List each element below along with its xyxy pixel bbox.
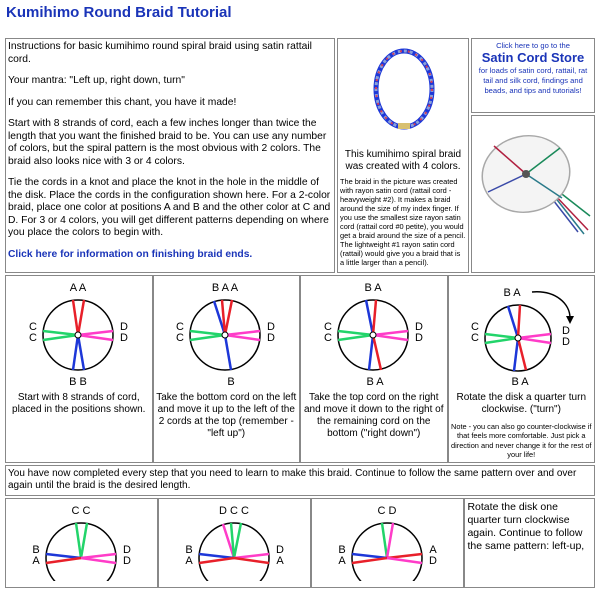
intro-cell bbox=[5, 38, 335, 273]
braid-caption: This kumihimo spiral braid was created with 4 colors. bbox=[344, 149, 462, 172]
svg-text:D: D bbox=[562, 325, 571, 337]
disk-diagram-1 bbox=[24, 278, 134, 388]
braid-size-note: The braid in the picture was created with rayon satin cord (rattail cord - heavyweight #2). It makes a braid around the size of my index finger. If you use the smallest size rayon satin cord (rattail cord #0 petite), you would get a braid around the size of a pencil. The lightweight #1 rayon satin cord (rattail) would give you a braid that is a little larger than a pencil). bbox=[340, 177, 466, 267]
svg-text:C: C bbox=[323, 332, 332, 344]
store-link-small[interactable]: Click here to go to the bbox=[496, 41, 570, 50]
svg-text:D: D bbox=[122, 554, 131, 567]
svg-text:A: A bbox=[338, 554, 346, 567]
svg-text:B A: B A bbox=[511, 376, 529, 388]
step-4-text: Rotate the disk a quarter turn clockwise. ("turn") bbox=[456, 392, 587, 415]
store-title-link[interactable]: Satin Cord Store bbox=[481, 50, 585, 65]
intro-text-3: If you can remember this chant, you have it made! bbox=[8, 96, 237, 108]
disk-diagram-5 bbox=[27, 501, 137, 581]
rotate-again-cell bbox=[464, 498, 595, 588]
svg-text:A: A bbox=[185, 554, 193, 567]
svg-text:C: C bbox=[471, 321, 480, 333]
step-7-cell bbox=[311, 498, 464, 588]
step-5-cell bbox=[5, 498, 158, 588]
svg-text:B: B bbox=[338, 543, 346, 556]
svg-text:D: D bbox=[119, 332, 128, 344]
svg-text:C D: C D bbox=[377, 504, 397, 517]
svg-text:B: B bbox=[185, 543, 193, 556]
page-title: Kumihimo Round Braid Tutorial bbox=[6, 4, 232, 21]
svg-text:A: A bbox=[429, 543, 437, 556]
svg-text:B: B bbox=[227, 376, 235, 388]
rotate-again-text: Rotate the disk one quarter turn clockwise again. Continue to follow the same pattern: left-up, bbox=[467, 500, 585, 552]
svg-text:D: D bbox=[275, 543, 284, 556]
step-3-text: Take the top cord on the right and move it down to the right of the remaining cord on the bottom ("right down") bbox=[303, 392, 444, 439]
step-2-cell bbox=[153, 275, 301, 463]
disk-diagram-2 bbox=[171, 278, 281, 388]
svg-text:D C C: D C C bbox=[218, 504, 249, 517]
disk-diagram-4 bbox=[466, 278, 576, 388]
step-4-cell bbox=[448, 275, 596, 463]
store-description[interactable]: for loads of satin cord, rattail, rat tail and silk cord, findings and beads, and tips and tutorials! bbox=[478, 66, 588, 95]
intro-text-1: Instructions for basic kumihimo round spiral braid using satin rattail cord. bbox=[8, 41, 312, 65]
intro-text-5: Tie the cords in a knot and place the knot in the hole in the middle of the disk. Place the cords in the configuration shown here. For a 2-color braid, place one color at positions A and B and the other color at C and D. For 3 or 4 colors, you will get different patterns depending on where you place the colors to begin with. bbox=[8, 177, 331, 238]
svg-text:D: D bbox=[562, 336, 571, 348]
svg-text:A A: A A bbox=[69, 282, 87, 294]
direction-note: Note - you can also go counter-clockwise if that feels more comfortable. Just pick a direction and never change it for the rest of your life! bbox=[450, 422, 592, 460]
store-cell[interactable] bbox=[471, 38, 595, 113]
svg-text:B B: B B bbox=[68, 376, 87, 388]
svg-text:D: D bbox=[119, 321, 128, 333]
svg-text:C: C bbox=[28, 321, 37, 333]
braid-cell bbox=[337, 38, 469, 273]
svg-text:C: C bbox=[28, 332, 37, 344]
disk-diagram-7 bbox=[333, 501, 443, 581]
braid-photo bbox=[340, 41, 468, 145]
disk-diagram-3 bbox=[319, 278, 429, 388]
step-2-text: Take the bottom cord on the left and move it up to the left of the 2 cords at the top (remember - "left up") bbox=[156, 392, 297, 439]
tutorial-table bbox=[3, 36, 597, 590]
step-1-cell bbox=[5, 275, 153, 463]
svg-text:D: D bbox=[267, 321, 276, 333]
mantra-text: Your mantra: "Left up, right down, turn" bbox=[8, 75, 185, 86]
continue-text: You have now completed every step that you need to learn to make this braid. Continue to follow the same pattern over and over again until the braid is the desired length. bbox=[8, 467, 577, 492]
svg-text:C: C bbox=[323, 321, 332, 333]
step-3-cell bbox=[300, 275, 448, 463]
svg-text:B: B bbox=[31, 543, 40, 556]
svg-text:B A: B A bbox=[366, 376, 384, 388]
svg-text:B A: B A bbox=[364, 282, 382, 294]
svg-text:B A: B A bbox=[503, 287, 521, 299]
svg-text:C: C bbox=[176, 321, 185, 333]
svg-text:A: A bbox=[31, 554, 40, 567]
svg-text:D: D bbox=[267, 332, 276, 344]
disk-diagram-6 bbox=[180, 501, 290, 581]
disk-photo bbox=[474, 118, 592, 236]
svg-text:C C: C C bbox=[71, 504, 91, 517]
disk-photo-cell bbox=[471, 115, 595, 273]
svg-text:B A A: B A A bbox=[212, 282, 239, 294]
svg-text:A: A bbox=[276, 554, 284, 567]
svg-text:D: D bbox=[122, 543, 131, 556]
intro-text-4: Start with 8 strands of cord, each a few inches longer than twice the length that you want the finished braid to be. You can use any number of colors, but the spiral pattern is the most obvious with 2 colors. The braid also looks nice with 3 or 4 colors. bbox=[8, 118, 327, 167]
finishing-link[interactable]: Click here for information on finishing braid ends. bbox=[8, 248, 253, 260]
svg-text:C: C bbox=[176, 332, 185, 344]
svg-text:D: D bbox=[428, 554, 437, 567]
svg-text:D: D bbox=[414, 321, 423, 333]
svg-text:D: D bbox=[414, 332, 423, 344]
continue-cell bbox=[5, 465, 595, 496]
svg-text:C: C bbox=[471, 332, 480, 344]
step-1-text: Start with 8 strands of cord, placed in the positions shown. bbox=[12, 392, 146, 415]
step-6-cell bbox=[158, 498, 311, 588]
